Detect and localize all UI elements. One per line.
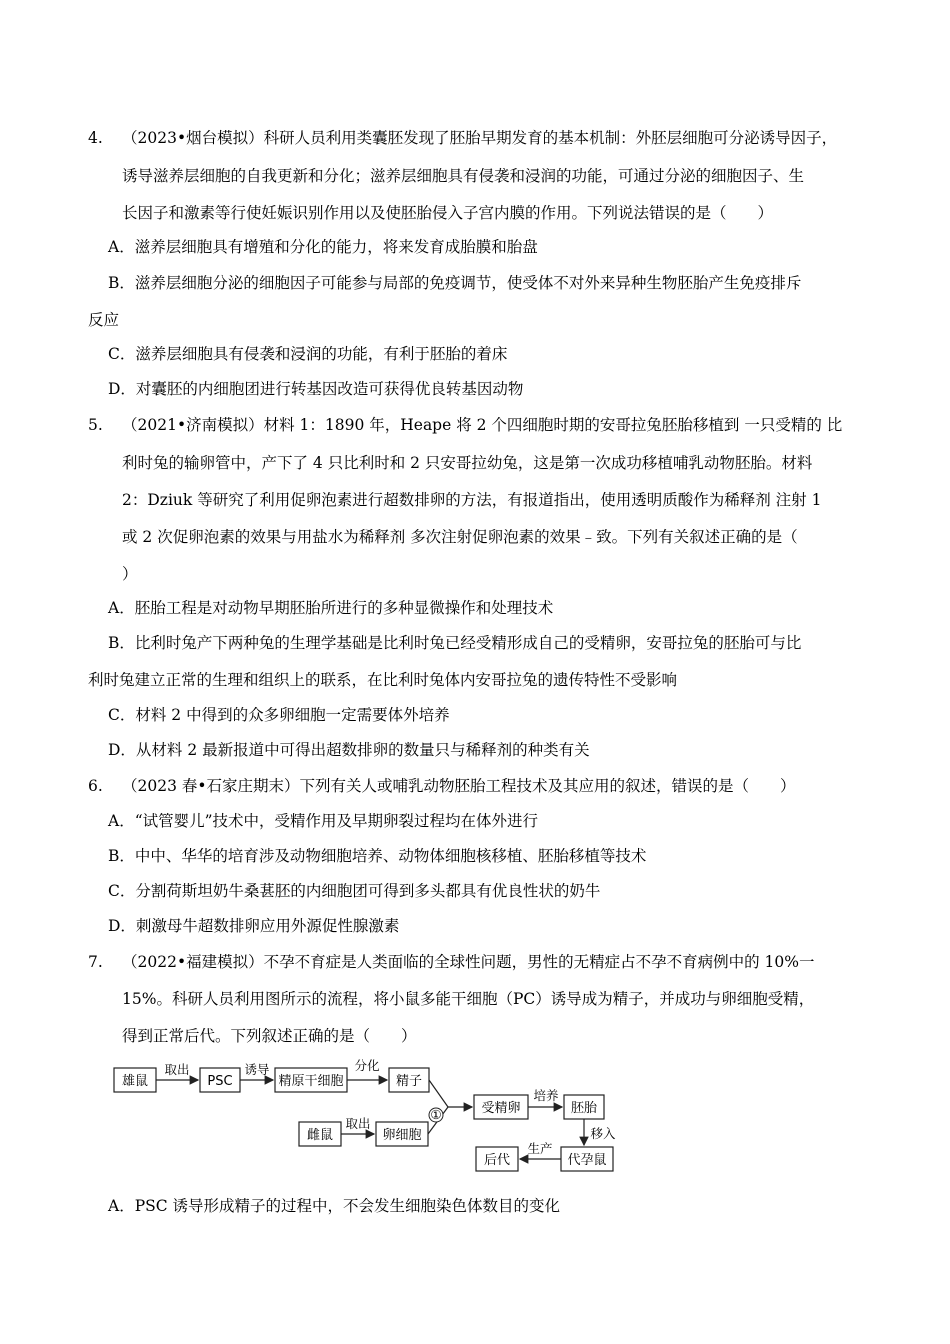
arrow-label-induce: 诱导 [244,1062,270,1077]
question-stem-line: （2023•烟台模拟）科研人员利用类囊胚发现了胚胎早期发育的基本机制：外胚层细胞可分泌诱导因子， [122,129,838,147]
flow-diagram-svg [112,1058,622,1178]
arrow-label-transfer: 移入 [590,1126,616,1141]
option-a: A．PSC 诱导形成精子的过程中，不会发生细胞染色体数目的变化 [108,1197,561,1215]
flow-diagram [112,1058,622,1178]
question-stem-line: 2：Dziuk 等研究了利用促卵泡素进行超数排卵的方法，有报道指出，使用透明质酸作为稀释剂 注射 1 [122,491,822,509]
question-number: 5. [88,416,103,434]
box-egg-label: 卵细胞 [382,1128,422,1143]
option-d: D．对囊胚的内细胞团进行转基因改造可获得优良转基因动物 [108,380,524,398]
arrow-label-produce: 生产 [527,1141,553,1156]
arrow-label-take: 取出 [164,1062,190,1077]
option-b-continued: 反应 [88,311,120,329]
option-c: C．分割荷斯坦奶牛桑葚胚的内细胞团可得到多头都具有优良性状的奶牛 [108,882,601,900]
arrow-label-culture: 培养 [533,1088,559,1103]
option-a: A．“试管婴儿”技术中，受精作用及早期卵裂过程均在体外进行 [108,812,539,830]
question-stem-line: 得到正常后代。下列叙述正确的是（ ） [122,1027,417,1045]
option-d: D．刺激母牛超数排卵应用外源促性腺激素 [108,917,400,935]
question-number: 7. [88,953,103,971]
arrow-label-take: 取出 [345,1116,371,1131]
box-spermatogonial-label: 精原干细胞 [278,1074,344,1089]
option-b: B．比利时兔产下两种兔的生理学基础是比利时兔已经受精形成自己的受精卵，安哥拉兔的胚胎可与比 [108,634,802,652]
step-circle-label: ① [430,1107,442,1122]
arrow-label-differentiate: 分化 [354,1058,380,1073]
question-stem-line: 长因子和激素等行使妊娠识别作用以及使胚胎侵入子宫内膜的作用。下列说法错误的是（ ） [122,204,774,222]
option-a: A．滋养层细胞具有增殖和分化的能力，将来发育成胎膜和胎盘 [108,238,538,256]
box-female-mouse-label: 雌鼠 [306,1128,334,1143]
box-zygote-label: 受精卵 [481,1101,521,1116]
question-stem-line: （2022•福建模拟）不孕不育症是人类面临的全球性问题，男性的无精症占不孕不育病例中的 10%一 [122,953,815,971]
box-psc-label: PSC [207,1074,233,1089]
question-stem-line: 15%。科研人员利用图所示的流程，将小鼠多能干细胞（PC）诱导成为精子，并成功与卵细胞受精， [122,990,815,1008]
box-offspring-label: 后代 [483,1153,511,1168]
option-c: C．滋养层细胞具有侵袭和浸润的功能，有利于胚胎的着床 [108,345,508,363]
option-d: D．从材料 2 最新报道中可得出超数排卵的数量只与稀释剂的种类有关 [108,741,590,759]
question-stem-line: （2023 春•石家庄期末）下列有关人或哺乳动物胚胎工程技术及其应用的叙述，错误的是（ ） [122,777,796,795]
option-b-continued: 利时兔建立正常的生理和组织上的联系，在比利时兔体内安哥拉兔的遗传特性不受影响 [88,671,678,689]
question-stem-line: 或 2 次促卵泡素的效果与用盐水为稀释剂 多次注射促卵泡素的效果﹣致。下列有关叙述正确的是（ [122,528,798,546]
question-stem-line: ） [122,565,138,583]
question-stem-line: 利时兔的输卵管中，产下了 4 只比利时和 2 只安哥拉幼兔，这是第一次成功移植哺乳动物胚胎。材料 [122,454,813,472]
question-number: 6. [88,777,103,795]
box-male-mouse-label: 雄鼠 [121,1074,149,1089]
box-surrogate-label: 代孕鼠 [567,1153,607,1168]
option-c: C．材料 2 中得到的众多卵细胞一定需要体外培养 [108,706,450,724]
option-b: B．滋养层细胞分泌的细胞因子可能参与局部的免疫调节，使受体不对外来异种生物胚胎产生免疫排斥 [108,274,802,292]
option-a: A．胚胎工程是对动物早期胚胎所进行的多种显微操作和处理技术 [108,599,554,617]
question-stem-line: 诱导滋养层细胞的自我更新和分化；滋养层细胞具有侵袭和浸润的功能，可通过分泌的细胞因子、生 [122,167,805,185]
box-sperm-label: 精子 [395,1074,423,1089]
option-b: B．中中、华华的培育涉及动物细胞培养、动物体细胞核移植、胚胎移植等技术 [108,847,647,865]
box-embryo-label: 胚胎 [570,1101,598,1116]
question-number: 4. [88,129,103,147]
question-stem-line: （2021•济南模拟）材料 1：1890 年，Heape 将 2 个四细胞时期的安哥拉兔胚胎移植到 一只受精的 比 [122,416,843,434]
